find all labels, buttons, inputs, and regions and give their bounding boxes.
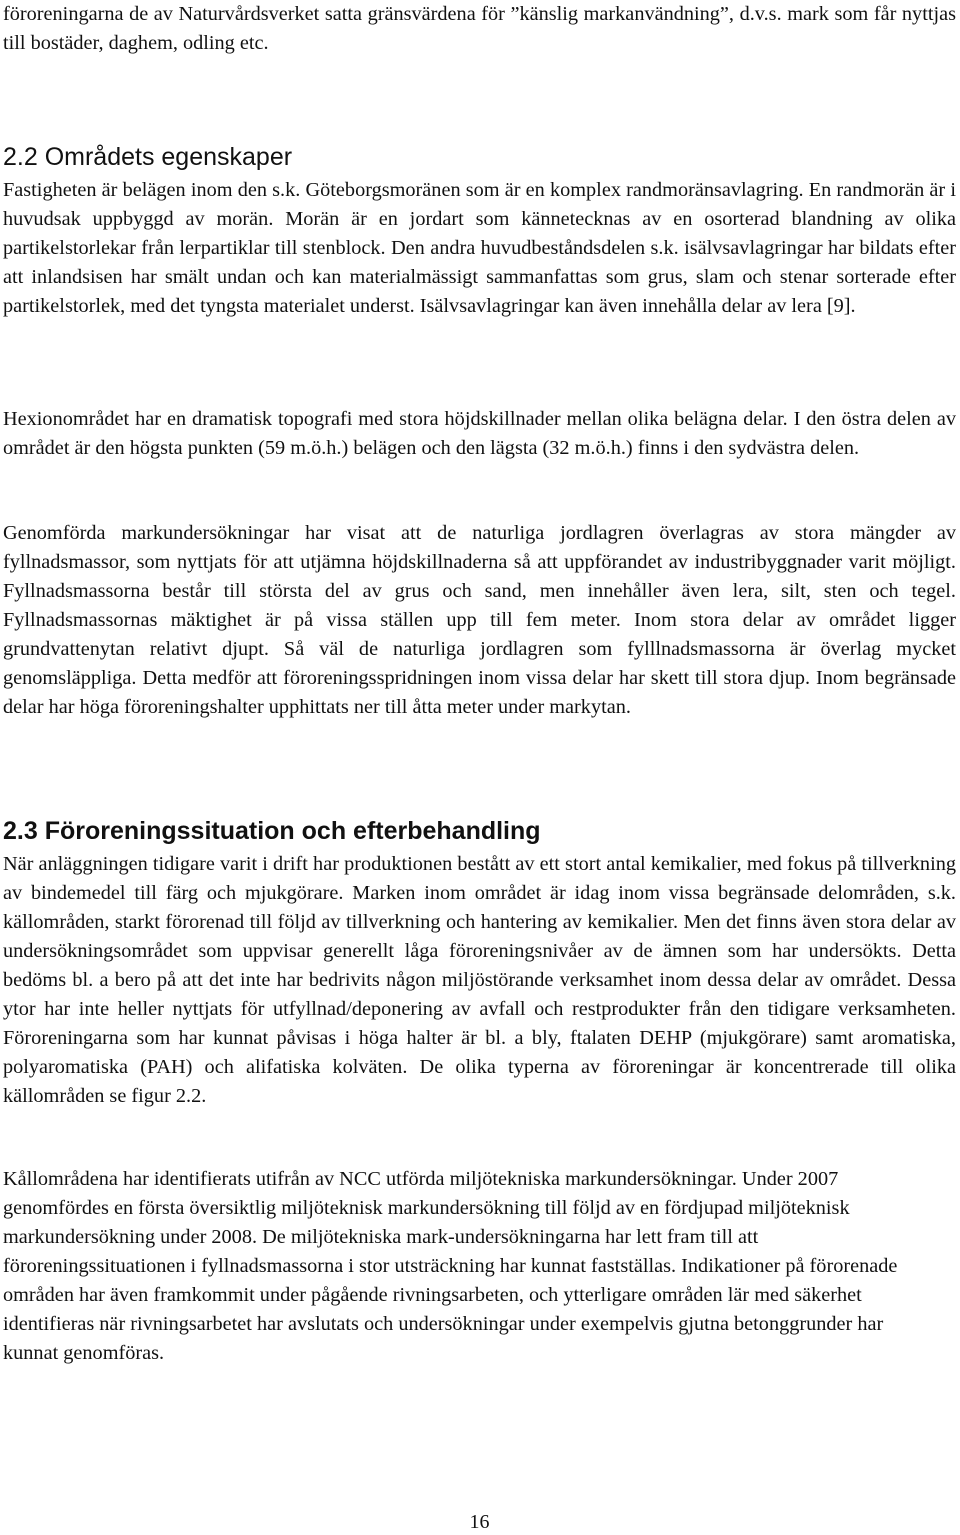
intro-paragraph: föroreningarna de av Naturvårdsverket satta gränsvärdena för ”känslig markanvändning”, d.v.s. mark som får nyttjas till bostäder, daghem, odling etc. — [3, 3, 956, 54]
page-number: 16 — [469, 1511, 490, 1533]
section-2-3-paragraph-1: När anläggningen tidigare varit i drift har produktionen bestått av ett stort antal kemikalier, med fokus på tillverkning av bindemedel till färg och mjukgörare. Marken inom området är idag inom vissa begränsade delområden, s.k. källområden, starkt förorenad till följd av tillverkning och hantering av kemikalier. Men det finns även stora delar av undersökningsområdet som uppvisar generellt låga föroreningsnivåer av de ämnen som har undersökts. Detta bedöms bl. a bero på att det inte har bedrivits någon miljöstörande verksamhet inom dessa delar av området. Dessa ytor har inte heller nyttjats för utfyllnad/deponering av avfall och restprodukter från den tidigare verksamheten. Föroreningarna som har kunnat påvisas i höga halter är bl. a bly, ftalaten DEHP (mjukgörare) samt aromatiska, polyaromatiska (PAH) och alifatiska kolväten. De olika typerna av föroreningar är koncentrerade till olika källområden se figur 2.2. — [3, 853, 956, 1107]
section-2-2-paragraph-3: Genomförda markundersökningar har visat att de naturliga jordlagren överlagras av stora mängder av fyllnadsmassor, som nyttjats för att utjämna höjdskillnaderna så att uppförandet av industribyggnader varit möjligt. Fyllnadsmassorna består till största del av grus och sand, men innehåller även lera, silt, sten och tegel. Fyllnadsmassornas mäktighet är på vissa ställen upp till fem meter. Inom stora delar av området ligger grundvattenytan relativt djupt. Så väl de naturliga jordlagren som fylllnadsmassorna är överlag mycket genomsläppliga. Detta medför att föroreningsspridningen inom vissa delar har skett till stora djup. Inom begränsade delar har höga föroreningshalter upphittats ner till åtta meter under markytan. — [3, 522, 956, 718]
section-2-2-paragraph-2: Hexionområdet har en dramatisk topografi med stora höjdskillnader mellan olika belägna delar. I den östra delen av området är den högsta punkten (59 m.ö.h.) belägen och den lägsta (32 m.ö.h.) finns i den sydvästra delen. — [3, 408, 956, 459]
section-2-2-paragraph-1: Fastigheten är belägen inom den s.k. Göteborgsmoränen som är en komplex randmoränsavlagring. En randmorän är i huvudsak uppbyggd av morän. Morän är en jordart som kännetecknas av en osorterad blandning av olika partikelstorlekar från lerpartiklar till stenblock. Den andra huvudbeståndsdelen s.k. isälvsavlagringar har bildats efter att inlandsisen har smält undan och kan materialmässigt sammanfattas som grus, slam och stenar sorterade efter partikelstorlek, med det tyngsta materialet underst. Isälvsavlagringar kan även innehålla delar av lera [9]. — [3, 179, 956, 317]
section-2-3-paragraph-2: Kållområdena har identifierats utifrån av NCC utförda miljötekniska markundersökningar. Under 2007 genomfördes en första översiktlig miljöteknisk markundersökning till följd av en fördjupad miljöteknisk markundersökning under 2008. De miljötekniska mark-undersökningarna har lett fram till att föroreningssituationen i fyllnadsmassorna i stor utsträckning har kunnat fastställas. Indikationer på förorenade områden har även framkommit under pågående rivningsarbeten, och ytterligare områden lär med säkerhet identifieras när rivningsarbetet har avslutats och undersökningar under exempelvis gjutna betonggrunder har kunnat genomföras. — [3, 1168, 898, 1364]
section-heading-2-3: 2.3 Föroreningssituation och efterbehandling — [3, 817, 541, 845]
document-page — [3, 0, 956, 1535]
section-heading-2-2: 2.2 Områdets egenskaper — [3, 143, 293, 171]
